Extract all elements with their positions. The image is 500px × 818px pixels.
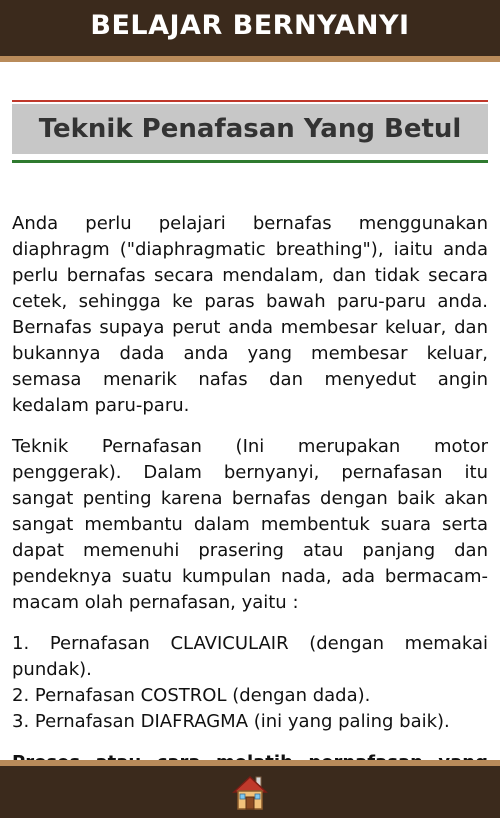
- app-header: [0, 0, 500, 62]
- app-title: BELAJAR BERNYANYI: [90, 9, 410, 41]
- list-item: 3. Pernafasan DIAFRAGMA (ini yang paling baik).: [12, 711, 450, 732]
- list-item: 2. Pernafasan COSTROL (dengan dada).: [12, 685, 371, 706]
- article-paragraph-2: Teknik Pernafasan (Ini merupakan motor penggerak). Dalam bernyanyi, pernafasan itu sangat penting karena bernafas dengan baik akan sangat membantu dalam membentuk suara serta dapat memenuhi prasering atau panjang dan pendeknya suatu kumpulan nada, ada bermacam-macam olah pernafasan, yaitu :: [12, 436, 488, 613]
- section-bottom-rule: [12, 160, 488, 163]
- list-item: 1. Pernafasan CLAVICULAIR (dengan memakai pundak).: [12, 633, 488, 680]
- bottom-nav-bar: [0, 760, 500, 818]
- article-content[interactable]: [12, 211, 488, 759]
- home-button[interactable]: [230, 770, 270, 814]
- breathing-type-list: [12, 631, 488, 735]
- section-title: Teknik Penafasan Yang Betul: [38, 114, 462, 144]
- section-header: [12, 104, 488, 154]
- article-paragraph-1: Anda perlu pelajari bernafas menggunakan diaphragm ("diaphragmatic breathing"), iaitu anda perlu bernafas secara mendalam, dan tidak secara cetek, sehingga ke paras bawah paru-paru anda. Bernafas supaya perut anda membesar keluar, dan bukannya dada anda yang membesar keluar, semasa menarik nafas dan menyedut angin kedalam paru-paru.: [12, 213, 488, 416]
- section-top-rule: [12, 100, 488, 102]
- home-icon: [232, 773, 268, 811]
